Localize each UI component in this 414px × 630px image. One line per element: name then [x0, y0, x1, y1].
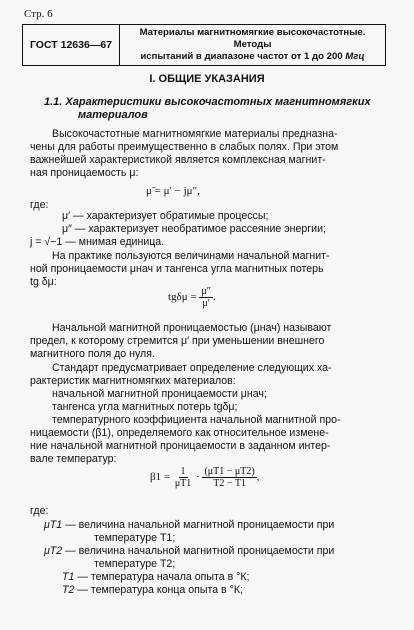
def-t2: T2 — температура конца опыта в °К;	[62, 584, 243, 596]
def-mu-t1-cont: температуре T1;	[94, 532, 176, 544]
def-t1: T1 — температура начала опыта в °К;	[62, 571, 250, 583]
def-mu-t1: μT1 — величина начальной магнитной проницаемости при	[44, 519, 335, 531]
title-line-2: испытаний в диапазоне частот от 1 до 200 Мгц	[140, 51, 365, 62]
paragraph-4: Стандарт предусматривает определение следующих ха- рактеристик магнитномягких материалов: начальной магнитной проницаемости μнач; тангенса угла магнитных потерь tgδμ; температурного коэффициента начальной магнитной про- ницаемости (β1), определяемого как относительное измене- ние начальной магнитной проницаемости в заданном интер- вале температур:	[30, 362, 341, 465]
formula-complex-permeability: μ̃ = μ′ − jμ″,	[146, 185, 200, 197]
paragraph-1: Высокочастотные магнитномягкие материалы предназна- чены для работы преимущественно в слабых полях. При этом важнейшей характеристикой является комплексная магнит- ная проницаемость μ:	[30, 128, 339, 179]
subsection-heading: 1.1. Характеристики высокочастотных магнитномягких материалов	[44, 96, 371, 121]
formula-loss-tangent: tgδμ = $\frac{\mu''}{\mu'}$ .	[168, 286, 216, 309]
gost-number: ГОСТ 12636—67	[23, 25, 120, 65]
paragraph-3: Начальной магнитной проницаемостью (μнач) называют предел, к которому стремится μ′ при уменьшении внешнего магнитного поля до нуля.	[30, 322, 332, 360]
def-mu-t2-cont: температуре T2;	[94, 558, 176, 570]
def-mu-t2: μT2 — величина начальной магнитной проницаемости при	[44, 545, 335, 557]
where-label-2: где:	[30, 505, 49, 517]
document-header	[22, 24, 386, 66]
formula-temperature-coefficient: β1 = $\frac{1}{\mu T1}$ · $\frac{(\mu T1 - \mu T2)}{T2 - T1}$ ,	[150, 466, 260, 489]
title-line-1: Материалы магнитномягкие высокочастотные. Методы	[139, 27, 366, 50]
page-number: Стр. 6	[24, 8, 53, 20]
definitions-1: μ′ — характеризует обратимые процессы; μ″ — характеризует необратимое рассеяние энергии;	[62, 210, 326, 235]
section-heading: I. ОБЩИЕ УКАЗАНИЯ	[149, 73, 265, 85]
where-label-1: где:	[30, 199, 49, 211]
definition-j: j = √−1 — мнимая единица.	[30, 236, 165, 248]
document-title	[120, 25, 385, 65]
paragraph-2: На практике пользуются величинами начальной магнит- ной проницаемости μнач и тангенса угла магнитных потерь tg δμ:	[30, 250, 330, 288]
